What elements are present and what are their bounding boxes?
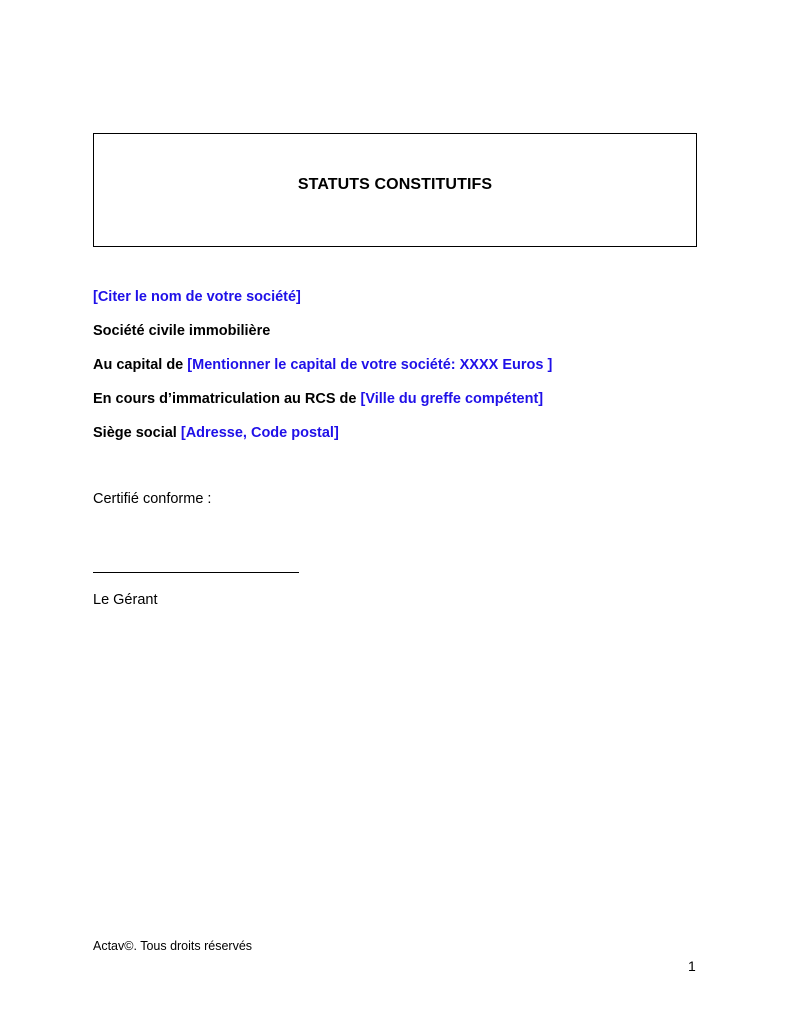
certification-text: Certifié conforme : (93, 491, 212, 507)
head-office-placeholder: [Adresse, Code postal] (180, 425, 339, 441)
capital-label: Au capital de (93, 357, 184, 373)
registration-placeholder: [Ville du greffe compétent] (360, 391, 544, 407)
company-type: Société civile immobilière (93, 323, 271, 339)
registration-line (93, 391, 543, 407)
document-title: STATUTS CONSTITUTIFS (297, 176, 493, 193)
company-name-placeholder: [Citer le nom de votre société] (93, 289, 301, 305)
capital-placeholder: [Mentionner le capital de votre société: XXXX Euros ] (187, 357, 553, 373)
capital-line (93, 357, 552, 373)
title-box (93, 133, 697, 247)
head-office-line (93, 425, 339, 441)
footer-copyright: Actav©. Tous droits réservés (93, 939, 253, 953)
head-office-label: Siège social (93, 425, 177, 441)
signatory-label: Le Gérant (93, 592, 158, 608)
page-number: 1 (688, 958, 696, 974)
registration-label: En cours d’immatriculation au RCS de (93, 391, 357, 407)
signature-line (93, 572, 299, 573)
